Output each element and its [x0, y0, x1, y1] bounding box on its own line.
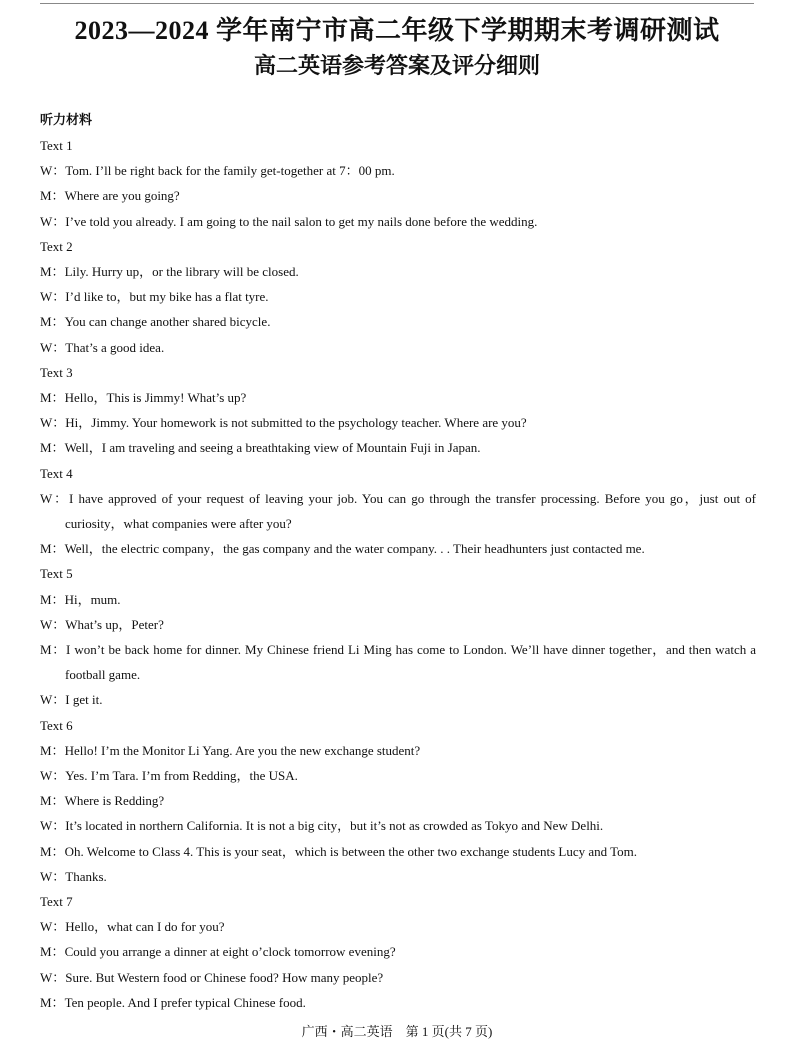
speaker-label: W： — [40, 818, 66, 834]
dialogue-line — [40, 839, 756, 864]
speaker-label: W： — [40, 339, 66, 355]
dialogue-text: Hi，mum. — [64, 591, 121, 607]
dialogue-text: It’s located in northern California. It is not a big city，but it’s not as crowded as Tokyo and New Delhi. — [65, 818, 604, 834]
dialogue-line — [40, 309, 756, 334]
speaker-label: W： — [40, 767, 66, 783]
dialogue-line — [40, 939, 756, 964]
speaker-label: W： — [40, 415, 66, 431]
dialogue-line — [40, 410, 756, 435]
speaker-label: M： — [40, 188, 65, 204]
dialogue-line — [40, 813, 756, 838]
dialogue-line — [40, 335, 756, 360]
speaker-label: W： — [40, 919, 66, 935]
speaker-label: W： — [40, 490, 70, 506]
dialogue-line — [40, 612, 756, 637]
dialogue-line — [40, 536, 756, 561]
section-label: 听力材料 — [40, 113, 93, 128]
dialogue-line — [40, 158, 756, 183]
dialogue-text: Well，the electric company，the gas company and the water company. . . Their headhunters just contacted me. — [64, 541, 645, 557]
dialogue-text: Where are you going? — [64, 188, 180, 204]
dialogue-text: I have approved of your request of leaving your job. You can go through the transfer processing. Before you go，just out of curiosity，what companies were after you? — [65, 490, 757, 531]
dialogue-text: Hello，This is Jimmy! What’s up? — [64, 389, 247, 405]
dialogue-text: Where is Redding? — [64, 793, 165, 809]
speaker-label: M： — [40, 843, 65, 859]
dialogue-line — [40, 385, 756, 410]
dialogue-line — [40, 486, 756, 536]
page-title: 2023—2024 学年南宁市高二年级下学期期末考调研测试 — [74, 16, 720, 45]
speaker-label: W： — [40, 692, 66, 708]
dialogue-line — [40, 738, 756, 763]
document-body — [40, 108, 756, 1015]
dialogue-line — [40, 788, 756, 813]
dialogue-text: Well，I am traveling and seeing a breathtaking view of Mountain Fuji in Japan. — [64, 440, 481, 456]
dialogue-line — [40, 990, 756, 1015]
speaker-label: M： — [40, 263, 65, 279]
speaker-label: W： — [40, 868, 66, 884]
speaker-label: M： — [40, 742, 65, 758]
listening-transcript — [40, 133, 756, 1015]
speaker-label: M： — [40, 944, 65, 960]
dialogue-text: Tom. I’ll be right back for the family get-together at 7：00 pm. — [65, 163, 395, 179]
speaker-label: M： — [40, 994, 65, 1010]
dialogue-line — [40, 284, 756, 309]
dialogue-line — [40, 864, 756, 889]
dialogue-text: Sure. But Western food or Chinese food? How many people? — [65, 969, 384, 985]
dialogue-text: That’s a good idea. — [65, 339, 165, 355]
dialogue-text: Hello! I’m the Monitor Li Yang. Are you the new exchange student? — [64, 742, 421, 758]
dialogue-text: Ten people. And I prefer typical Chinese food. — [64, 994, 306, 1010]
dialogue-line — [40, 763, 756, 788]
dialogue-line — [40, 687, 756, 712]
dialogue-text: Lily. Hurry up，or the library will be closed. — [64, 263, 299, 279]
dialogue-line — [40, 183, 756, 208]
dialogue-text: I won’t be back home for dinner. My Chinese friend Li Ming has come to London. We’ll have dinner together，and then watch a football game. — [65, 641, 756, 683]
speaker-label: M： — [40, 641, 67, 657]
speaker-label: M： — [40, 793, 65, 809]
page-footer: 广西・高二英语 第 1 页(共 7 页) — [301, 1024, 493, 1039]
dialogue-line — [40, 587, 756, 612]
text-heading: Text 1 — [40, 138, 73, 153]
dialogue-line — [40, 914, 756, 939]
speaker-label: M： — [40, 541, 65, 557]
speaker-label: W： — [40, 213, 66, 229]
speaker-label: W： — [40, 289, 66, 305]
speaker-label: M： — [40, 314, 65, 330]
dialogue-text: What’s up，Peter? — [65, 616, 164, 632]
speaker-label: W： — [40, 969, 66, 985]
text-heading: Text 4 — [40, 465, 73, 481]
dialogue-text: Hi，Jimmy. Your homework is not submitted to the psychology teacher. Where are you? — [65, 415, 527, 431]
speaker-label: M： — [40, 591, 65, 607]
page-subtitle: 高二英语参考答案及评分细则 — [253, 54, 540, 79]
dialogue-text: Hello，what can I do for you? — [65, 919, 225, 935]
dialogue-text: Thanks. — [65, 868, 107, 884]
text-heading: Text 2 — [40, 238, 73, 254]
dialogue-text: Could you arrange a dinner at eight o’clock tomorrow evening? — [64, 944, 396, 960]
speaker-label: W： — [40, 616, 66, 632]
dialogue-text: Oh. Welcome to Class 4. This is your seat，which is between the other two exchange students Lucy and Tom. — [64, 843, 638, 859]
dialogue-line — [40, 965, 756, 990]
speaker-label: W： — [40, 163, 66, 179]
speaker-label: M： — [40, 440, 65, 456]
text-heading: Text 5 — [40, 566, 73, 582]
dialogue-text: You can change another shared bicycle. — [64, 314, 271, 330]
dialogue-text: I’d like to，but my bike has a flat tyre. — [65, 289, 269, 305]
dialogue-text: Yes. I’m Tara. I’m from Redding，the USA. — [65, 767, 298, 783]
dialogue-text: I’ve told you already. I am going to the nail salon to get my nails done before the wedding. — [65, 213, 538, 229]
text-heading: Text 3 — [40, 364, 73, 380]
dialogue-line — [40, 637, 756, 687]
dialogue-line — [40, 259, 756, 284]
dialogue-text: I get it. — [65, 692, 103, 708]
text-heading: Text 7 — [40, 894, 73, 909]
text-heading: Text 6 — [40, 717, 73, 733]
speaker-label: M： — [40, 389, 65, 405]
dialogue-line — [40, 209, 756, 234]
top-rule — [40, 3, 754, 4]
dialogue-line — [40, 435, 756, 460]
